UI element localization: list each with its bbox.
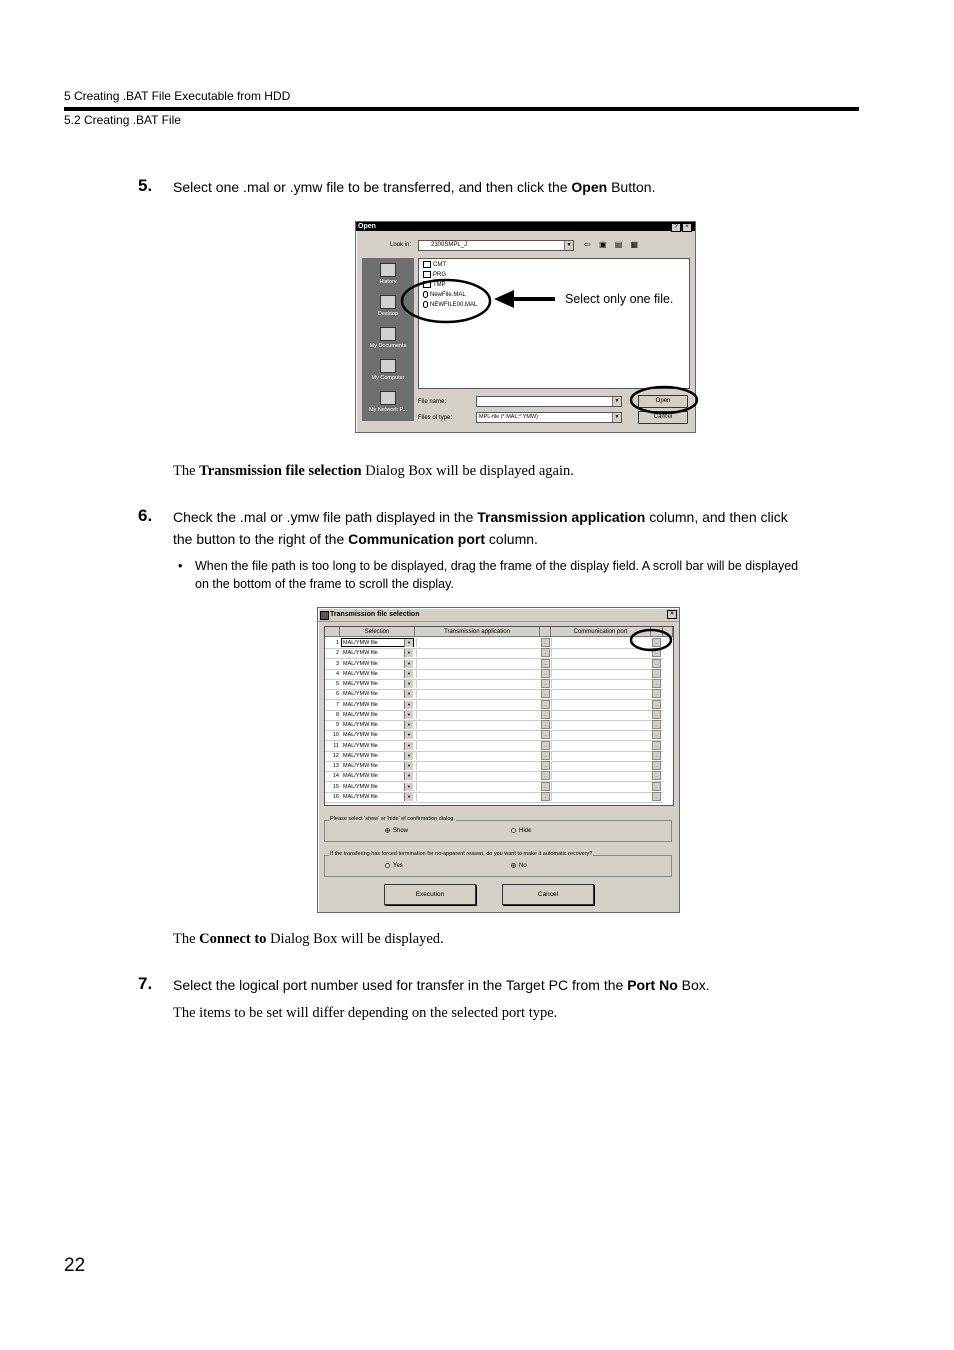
cancel-button[interactable]: Cancel [502, 884, 594, 905]
transmission-app-cell [416, 741, 540, 750]
selection-value: MAL/YMW file [343, 640, 378, 646]
chevron-down-icon: ▼ [404, 649, 413, 657]
communication-port-cell [551, 761, 652, 770]
chevron-down-icon: ▼ [404, 752, 413, 760]
transmission-dialog [317, 607, 680, 913]
port-browse-button[interactable]: ... [652, 782, 661, 791]
desktop-icon [380, 295, 396, 309]
communication-port-cell [551, 700, 652, 709]
app-browse-button[interactable]: ... [541, 689, 550, 698]
selection-value: MAL/YMW file [343, 670, 378, 677]
selection-grid [324, 626, 674, 806]
places-my-network[interactable]: My Network P... [362, 391, 414, 413]
port-browse-button[interactable]: ... [652, 679, 661, 688]
app-browse-button[interactable]: ... [541, 648, 550, 657]
selection-dropdown[interactable] [341, 741, 414, 750]
col-port-header: Communication port [551, 627, 651, 637]
selection-value: MAL/YMW file [343, 732, 378, 739]
port-browse-button[interactable]: ... [652, 730, 661, 739]
file-item[interactable]: NewFile.MAL [423, 291, 466, 298]
port-browse-button[interactable]: ... [652, 689, 661, 698]
chevron-down-icon: ▼ [404, 783, 413, 791]
chevron-down-icon: ▼ [404, 639, 413, 647]
row-number: 8 [335, 711, 339, 718]
rownum-header [325, 627, 340, 637]
app-browse-button[interactable]: ... [541, 741, 550, 750]
port-browse-button[interactable]: ... [652, 648, 661, 657]
step-7-number: 7. [138, 974, 153, 993]
transmission-app-cell [416, 792, 540, 801]
selection-dropdown[interactable] [341, 720, 414, 729]
app-browse-button[interactable]: ... [541, 792, 550, 801]
radio-empty-icon [385, 863, 390, 868]
transmission-app-cell [416, 648, 540, 657]
selection-value: MAL/YMW file [343, 763, 378, 769]
row-number: 13 [332, 763, 339, 769]
port-browse-button[interactable]: ... [652, 710, 661, 719]
chevron-down-icon: ▼ [612, 413, 621, 422]
selection-dropdown[interactable] [341, 679, 414, 688]
show-radio[interactable]: Show [385, 828, 408, 834]
chevron-down-icon: ▼ [404, 690, 413, 698]
transmission-app-cell [416, 669, 540, 678]
row-number: 14 [332, 773, 339, 780]
open-dialog-titlebar: Open [356, 222, 695, 231]
row-number: 10 [332, 732, 339, 739]
row-number: 9 [335, 722, 339, 728]
app-browse-button[interactable]: ... [541, 751, 550, 760]
look-in-dropdown[interactable]: 2300SMPL_J ▼ [418, 240, 574, 251]
row-number: 16 [332, 793, 339, 800]
highlight-circle [631, 630, 671, 650]
port-browse-button[interactable]: ... [652, 751, 661, 760]
communication-port-cell [551, 782, 652, 791]
app-browse-button[interactable]: ... [541, 659, 550, 668]
col-app-header: Transmission application [415, 627, 540, 637]
chevron-down-icon: ▼ [404, 701, 413, 709]
close-button[interactable]: × [667, 610, 677, 619]
selection-value: MAL/YMW file [343, 783, 378, 790]
row-number: 4 [335, 670, 339, 677]
selection-value: MAL/YMW file [343, 752, 378, 759]
port-browse-button[interactable]: ... [652, 669, 661, 678]
port-browse-button[interactable]: ... [652, 659, 661, 668]
help-button[interactable]: ? [671, 223, 681, 232]
confirmation-group [324, 816, 672, 842]
selection-dropdown[interactable] [341, 700, 414, 709]
table-row [325, 792, 663, 803]
header-rule [64, 107, 859, 111]
chevron-down-icon: ▼ [404, 660, 413, 668]
row-number: 7 [335, 701, 339, 708]
selection-value: MAL/YMW file [343, 701, 378, 708]
places-my-documents[interactable]: My Documents [362, 327, 414, 349]
up-folder-icon[interactable]: ▣ [598, 240, 610, 249]
yes-radio[interactable]: Yes [385, 863, 403, 869]
chevron-down-icon: ▼ [404, 731, 413, 739]
files-of-type-select[interactable]: MPL-file (*.MAL;*.YMW) ▼ [476, 412, 622, 423]
chevron-down-icon: ▼ [404, 742, 413, 750]
communication-port-cell [551, 689, 652, 698]
chevron-down-icon: ▼ [404, 721, 413, 729]
selection-value: MAL/YMW file [343, 711, 378, 718]
selection-value: MAL/YMW file [343, 650, 378, 657]
callout-text: Select only one file. [565, 292, 674, 306]
selection-dropdown[interactable] [341, 792, 414, 801]
step-5-number: 5. [138, 176, 153, 195]
communication-port-cell [551, 720, 652, 729]
view-menu-icon[interactable]: ▦ [630, 240, 642, 249]
port-button-highlight [628, 627, 674, 653]
radio-selected-icon [385, 828, 390, 833]
port-browse-button[interactable]: ... [652, 771, 661, 780]
after-step-6-text: The Connect to Dialog Box will be displayed. [173, 931, 444, 947]
after-step-5-text: The Transmission file selection Dialog Box will be displayed again. [173, 463, 574, 479]
app-browse-button[interactable]: ... [541, 771, 550, 780]
communication-port-cell [551, 741, 652, 750]
network-icon [380, 391, 396, 405]
confirmation-group-label: Please select 'show' or 'hide' of confirmation dialog. [330, 816, 455, 822]
communication-port-cell [551, 659, 652, 668]
row-number: 12 [332, 752, 339, 759]
transmission-app-cell [416, 751, 540, 760]
selection-dropdown[interactable] [341, 782, 414, 791]
cancel-button[interactable]: Cancel [638, 411, 688, 424]
chevron-down-icon: ▼ [404, 670, 413, 678]
selection-value: MAL/YMW file [343, 773, 378, 780]
selection-dropdown[interactable] [341, 771, 414, 780]
selection-dropdown[interactable] [341, 751, 414, 760]
documents-icon [380, 327, 396, 341]
row-number: 15 [332, 783, 339, 790]
step-6-note: When the file path is too long to be displayed, drag the frame of the display field. A scroll bar will be displayed on the bottom of the frame to scroll the display. [195, 559, 799, 591]
transmission-titlebar: Transmission file selection × [318, 608, 679, 622]
no-radio[interactable]: No [511, 863, 527, 869]
page-number: 22 [64, 1255, 86, 1276]
execution-button[interactable]: Execution [384, 884, 476, 905]
selection-value: MAL/YMW file [343, 660, 378, 667]
selection-value: MAL/YMW file [343, 691, 378, 698]
communication-port-cell [551, 730, 652, 739]
recovery-group [324, 851, 672, 877]
folder-icon [423, 261, 431, 268]
app-browse-button[interactable]: ... [541, 700, 550, 709]
arrow-head-icon [494, 290, 514, 308]
computer-icon [380, 359, 396, 373]
communication-port-cell [551, 669, 652, 678]
history-icon [380, 263, 396, 277]
row-number: 3 [335, 660, 339, 667]
folder-item[interactable]: CMT [423, 261, 446, 268]
communication-port-cell [551, 679, 652, 688]
folder-item[interactable]: PRG [423, 271, 446, 278]
step-5-text: Select one .mal or .ymw file to be transferred, and then click the Open Button. [173, 179, 656, 195]
hide-radio[interactable]: Hide [511, 828, 531, 834]
app-icon [320, 611, 329, 620]
step-7-text: Select the logical port number used for transfer in the Target PC from the Port No Box. [173, 977, 710, 993]
port-browse-button[interactable]: ... [652, 792, 661, 801]
selection-dropdown[interactable] [341, 730, 414, 739]
selection-value: MAL/YMW file [343, 742, 378, 749]
new-folder-icon[interactable]: ▤ [614, 240, 626, 249]
communication-port-cell [551, 710, 652, 719]
file-name-label: File name: [418, 399, 447, 405]
row-number: 1 [335, 640, 339, 646]
selection-dropdown[interactable] [341, 659, 414, 668]
selection-dropdown[interactable] [341, 710, 414, 719]
selection-value: MAL/YMW file [343, 793, 378, 800]
selection-value: MAL/YMW file [343, 681, 378, 687]
close-button[interactable]: × [682, 223, 692, 232]
toolbar-icons[interactable]: ⇦ ▣ ▤ ▦ [584, 240, 642, 249]
transmission-app-cell [416, 700, 540, 709]
selection-dropdown[interactable] [341, 648, 414, 657]
files-of-type-label: Files of type: [418, 415, 453, 421]
folder-item[interactable]: TMP [423, 281, 446, 288]
selection-dropdown[interactable] [341, 669, 414, 678]
col-selection-header: Selection [340, 627, 415, 637]
places-desktop[interactable]: Desktop [362, 295, 414, 317]
selection-value: MAL/YMW file [343, 722, 378, 728]
transmission-app-cell [416, 771, 540, 780]
chevron-down-icon: ▼ [612, 397, 621, 406]
row-number: 6 [335, 691, 339, 698]
section-header: 5.2 Creating .BAT File [64, 113, 181, 127]
chevron-down-icon: ▼ [404, 711, 413, 719]
row-number: 5 [335, 681, 339, 687]
open-button[interactable]: Open [638, 395, 688, 408]
transmission-app-cell [416, 710, 540, 719]
transmission-app-cell [416, 689, 540, 698]
app-browse-button[interactable]: ... [541, 679, 550, 688]
places-history[interactable]: History [362, 263, 414, 285]
bullet-mark: • [178, 559, 183, 573]
port-browse-button[interactable]: ... [652, 761, 661, 770]
communication-port-cell [551, 792, 652, 801]
transmission-app-cell [416, 720, 540, 729]
grid-rows [325, 638, 673, 804]
transmission-app-cell [416, 730, 540, 739]
app-browse-button[interactable]: ... [541, 761, 550, 770]
port-browse-button[interactable]: ... [652, 720, 661, 729]
chevron-down-icon: ▼ [404, 793, 413, 801]
app-browse-button[interactable]: ... [541, 669, 550, 678]
recovery-group-label: If the transfering has forced termination for no-apparent reason, do you want to make it automatic recovery? [330, 851, 593, 857]
radio-empty-icon [511, 828, 516, 833]
places-my-computer[interactable]: My Computer [362, 359, 414, 381]
chevron-down-icon: ▼ [404, 680, 413, 688]
col-app-btn-header [540, 627, 551, 637]
open-button-highlight-circle [631, 387, 697, 413]
transmission-app-cell [416, 659, 540, 668]
step-6-number: 6. [138, 506, 153, 525]
file-highlight-circle [402, 280, 490, 322]
step-6-text: Check the .mal or .ymw file path displayed in the Transmission application column, and then click the button to the right of the Communication port column. [173, 509, 788, 547]
file-item[interactable]: NEWFILE00.MAL [423, 301, 477, 308]
transmission-app-cell [416, 761, 540, 770]
app-browse-button[interactable]: ... [541, 782, 550, 791]
step-7-subtext: The items to be set will differ depending on the selected port type. [173, 1005, 558, 1021]
communication-port-cell [551, 751, 652, 760]
app-browse-button[interactable]: ... [541, 730, 550, 739]
port-browse-button[interactable]: ... [652, 638, 661, 647]
chapter-header: 5 Creating .BAT File Executable from HDD [64, 89, 291, 103]
transmission-app-cell [416, 638, 540, 647]
selection-dropdown[interactable] [341, 761, 414, 770]
chevron-down-icon: ▼ [404, 772, 413, 780]
selection-dropdown[interactable] [341, 638, 414, 647]
chevron-down-icon: ▼ [404, 762, 413, 770]
port-browse-button[interactable]: ... [652, 700, 661, 709]
row-number: 2 [335, 650, 339, 657]
selection-dropdown[interactable] [341, 689, 414, 698]
row-number: 11 [333, 742, 339, 749]
app-browse-button[interactable]: ... [541, 710, 550, 719]
chevron-down-icon: ▼ [564, 241, 573, 250]
app-browse-button[interactable]: ... [541, 638, 550, 647]
port-browse-button[interactable]: ... [652, 741, 661, 750]
app-browse-button[interactable]: ... [541, 720, 550, 729]
transmission-app-cell [416, 679, 540, 688]
communication-port-cell [551, 771, 652, 780]
radio-selected-icon [511, 863, 516, 868]
look-in-label: Look in: [390, 242, 412, 248]
transmission-app-cell [416, 782, 540, 791]
